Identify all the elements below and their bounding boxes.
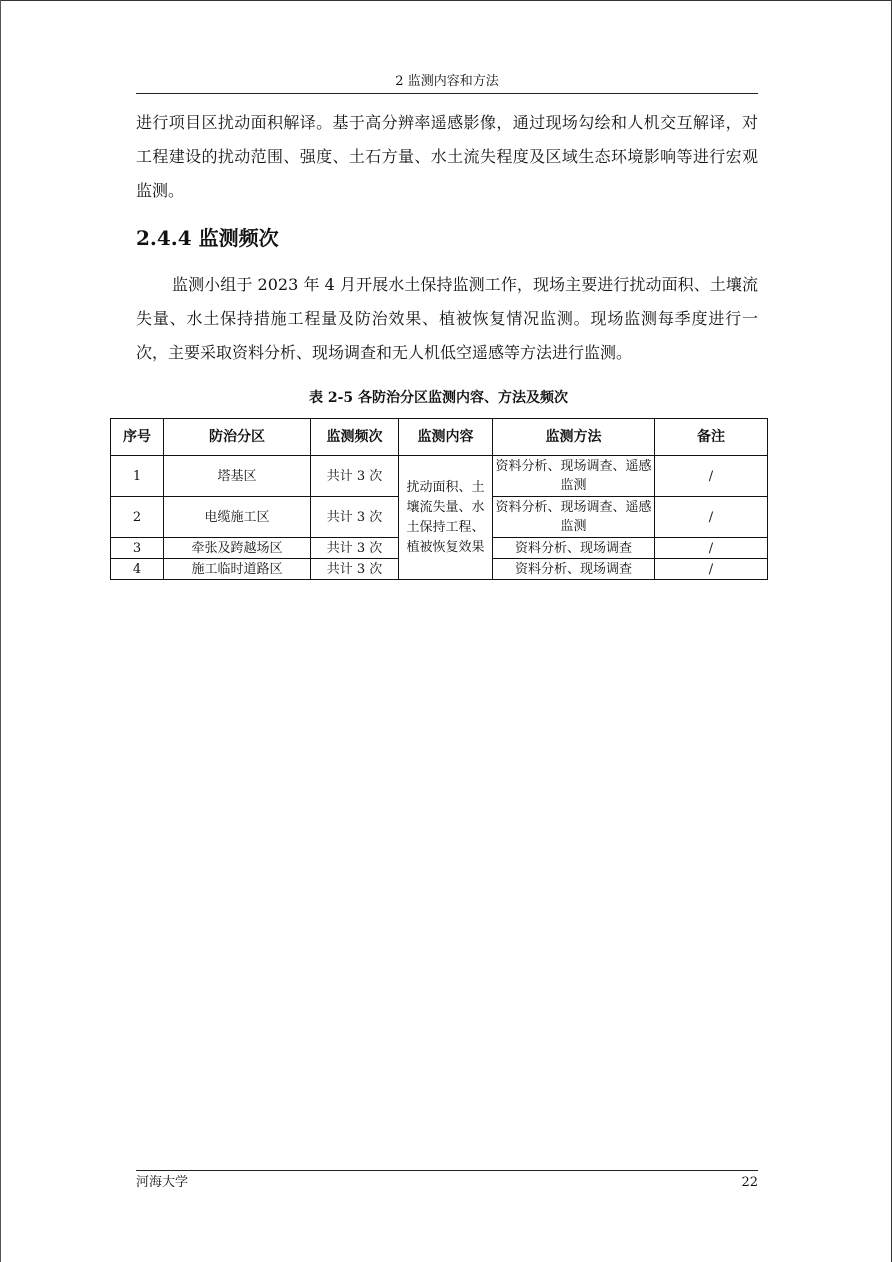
section-heading: 2.4.4 监测频次 [136,226,279,250]
header-cell-method: 监测方法 [493,419,655,456]
footer-rule [136,1170,758,1171]
cell-zone: 塔基区 [164,456,311,497]
cell-method: 资料分析、现场调查、遥感监测 [493,497,655,538]
cell-no: 1 [111,456,164,497]
cell-zone: 牵张及跨越场区 [164,538,311,559]
cell-frequency: 共计 3 次 [311,538,399,559]
cell-note: / [655,559,768,580]
monitoring-table [110,418,768,580]
cell-zone: 施工临时道路区 [164,559,311,580]
cell-frequency: 共计 3 次 [311,497,399,538]
header-rule [136,93,758,94]
cell-method: 资料分析、现场调查 [493,538,655,559]
cell-frequency: 共计 3 次 [311,559,399,580]
page-border-left [0,0,1,1262]
header-cell-zone: 防治分区 [164,419,311,456]
body-paragraph-2: 监测小组于 2023 年 4 月开展水土保持监测工作，现场主要进行扰动面积、土壤流失量、水土保持措施工程量及防治效果、植被恢复情况监测。现场监测每季度进行一次，主要采取资料分析、现场调查和无人机低空遥感等方法进行监测。 [136,275,758,362]
cell-monitoring-content: 扰动面积、土壤流失量、水土保持工程、植被恢复效果 [399,456,493,580]
header-cell-content: 监测内容 [399,419,493,456]
page-number: 22 [741,1175,758,1190]
cell-note: / [655,538,768,559]
running-header: 2 监测内容和方法 [395,74,499,89]
header-cell-frequency: 监测频次 [311,419,399,456]
table-caption: 表 2-5 各防治分区监测内容、方法及频次 [308,390,569,406]
table-row [111,456,768,497]
cell-note: / [655,456,768,497]
cell-no: 4 [111,559,164,580]
cell-zone: 电缆施工区 [164,497,311,538]
cell-no: 2 [111,497,164,538]
table-header-row [111,419,768,456]
cell-method: 资料分析、现场调查 [493,559,655,580]
page-border-top [0,0,892,1]
header-cell-no: 序号 [111,419,164,456]
footer-institution: 河海大学 [136,1175,189,1190]
body-paragraph-1: 进行项目区扰动面积解译。基于高分辨率遥感影像，通过现场勾绘和人机交互解译，对工程建设的扰动范围、强度、土石方量、水土流失程度及区域生态环境影响等进行宏观监测。 [136,113,758,200]
cell-frequency: 共计 3 次 [311,456,399,497]
cell-method: 资料分析、现场调查、遥感监测 [493,456,655,497]
header-cell-note: 备注 [655,419,768,456]
cell-no: 3 [111,538,164,559]
cell-note: / [655,497,768,538]
